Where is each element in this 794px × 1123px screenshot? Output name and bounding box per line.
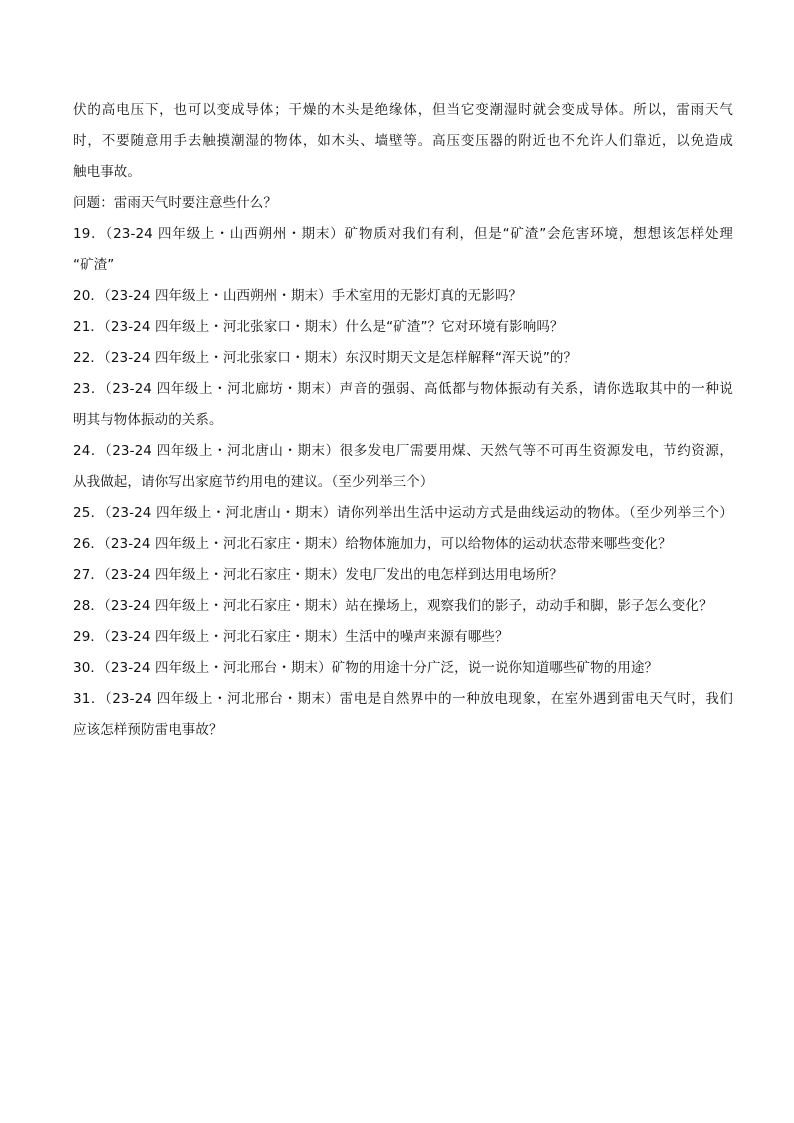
question-line: 应该怎样预防雷电事故？	[73, 722, 223, 738]
question-25	[73, 503, 733, 523]
question-line: 27．（23-24 四年级上・河北石家庄・期末）发电厂发出的电怎样到达用电场所？	[73, 567, 563, 583]
question-24	[73, 441, 733, 492]
question-21	[73, 317, 733, 337]
question-line: 19．（23-24 四年级上・山西朔州・期末）矿物质对我们有利，但是“矿渣”会危害环境，想想该怎样处理	[73, 226, 733, 242]
question-line: 22．（23-24 四年级上・河北张家口・期末）东汉时期天文是怎样解释“浑天说”的？	[73, 350, 578, 366]
question-19	[73, 224, 733, 275]
question-31	[73, 689, 733, 740]
question-line: 明其与物体振动的关系。	[73, 412, 223, 428]
question-line: 23．（23-24 四年级上・河北廊坊・期末）声音的强弱、高低都与物体振动有关系，请你选取其中的一种说	[73, 381, 733, 397]
question-22	[73, 348, 733, 368]
question-line: 26．（23-24 四年级上・河北石家庄・期末）给物体施加力，可以给物体的运动状态带来哪些变化？	[73, 536, 672, 552]
intro-question: 问题：雷雨天气时要注意些什么？	[73, 195, 277, 211]
question-line: “矿渣”	[73, 257, 115, 273]
question-line: 29．（23-24 四年级上・河北石家庄・期末）生活中的噪声来源有哪些？	[73, 629, 509, 645]
question-line: 31．（23-24 四年级上・河北邢台・期末）雷电是自然界中的一种放电现象，在室外遇到雷电天气时，我们	[73, 691, 733, 707]
document-page	[73, 100, 733, 751]
question-20	[73, 286, 733, 306]
question-line: 24．（23-24 四年级上・河北唐山・期末）很多发电厂需要用煤、天然气等不可再生资源发电，节约资源，	[73, 443, 733, 459]
question-23	[73, 379, 733, 430]
intro-line-2: 时，不要随意用手去触摸潮湿的物体，如木头、墙壁等。高压变压器的附近也不允许人们靠近，以免造成	[73, 133, 733, 149]
intro-line-1: 伏的高电压下，也可以变成导体；干燥的木头是绝缘体，但当它变潮湿时就会变成导体。所以，雷雨天气	[73, 102, 733, 118]
question-29	[73, 627, 733, 647]
question-28	[73, 596, 733, 616]
question-line: 从我做起，请你写出家庭节约用电的建议。（至少列举三个）	[73, 474, 434, 490]
question-line: 30．（23-24 四年级上・河北邢台・期末）矿物的用途十分广泛，说一说你知道哪些矿物的用途？	[73, 660, 659, 676]
question-line: 25．（23-24 四年级上・河北唐山・期末）请你列举出生活中运动方式是曲线运动的物体。（至少列举三个）	[73, 505, 733, 521]
intro-line-3: 触电事故。	[73, 164, 141, 180]
question-30	[73, 658, 733, 678]
question-line: 28．（23-24 四年级上・河北石家庄・期末）站在操场上，观察我们的影子，动动手和脚，影子怎么变化？	[73, 598, 713, 614]
question-line: 20．（23-24 四年级上・山西朔州・期末）手术室用的无影灯真的无影吗？	[73, 288, 523, 304]
question-26	[73, 534, 733, 554]
question-27	[73, 565, 733, 585]
question-line: 21．（23-24 四年级上・河北张家口・期末）什么是“矿渣”？它对环境有影响吗？	[73, 319, 564, 335]
